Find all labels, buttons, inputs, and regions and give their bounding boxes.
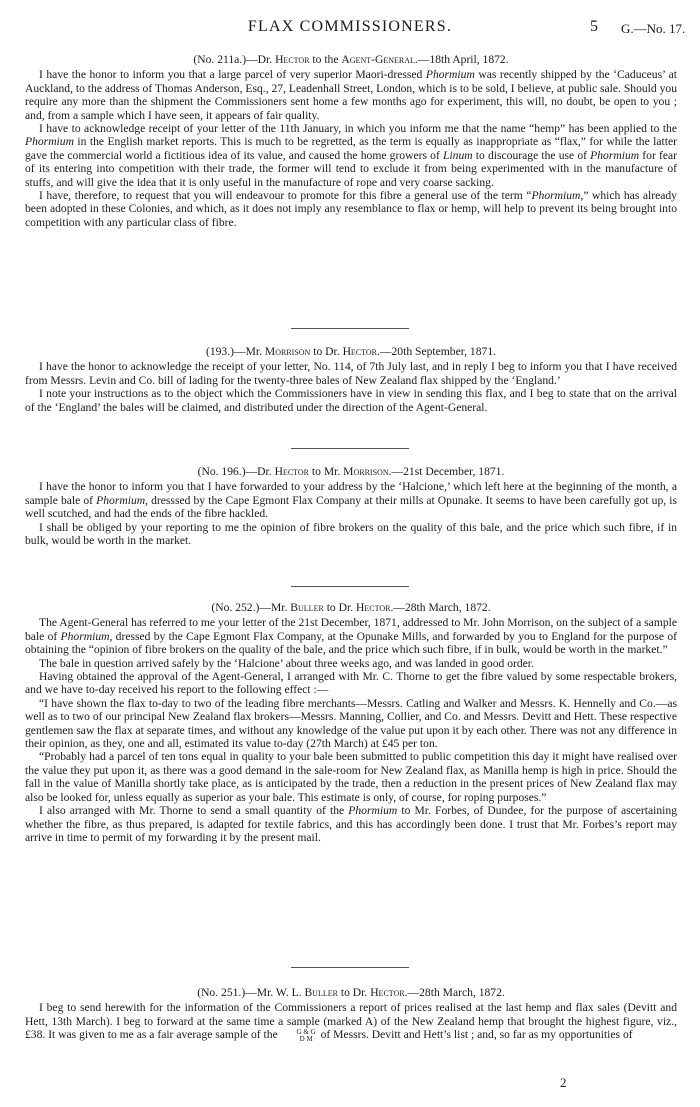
running-header [0,18,700,38]
paragraph: I have the honor to acknowledge the receipt of your letter, No. 114, of 7th July last, and in reply I beg to inform you that I have received from Messrs. Levin and Co. bill of lading for the twenty-three bales of New Zealand flax shipped by the ‘England.’ [25,360,677,387]
paragraph: The bale in question arrived safely by the ‘Halcione’ about three weeks ago, and was landed in good order. [39,656,534,670]
paragraph: I have the honor to inform you that a large parcel of very superior Maori-dressed Phormium was recently shipped by the ‘Caduceus’ at Auckland, to the address of Thomas Anderson, Esq., 27, Leadenhall Street, London, which is to be sold, I believe, at public sale. Should you require any more than the shipment the Commissioners sent home a few months ago for experiment, this will, no doubt, be open to you ; and, from a sample which I have seen, it appears of fair quality. [25,68,677,122]
letter-196 [25,465,677,547]
section-divider [291,967,409,968]
letter-252 [25,601,677,844]
paragraph: The Agent-General has referred to me your letter of the 21st December, 1871, addressed to Mr. John Morrison, on the subject of a sample bale of Phormium, dressed by the Cape Egmont Flax Company, at the Opunake Mills, and forwarded by you to England for the purpose of obtaining the “opinion of fibre brokers on the quality of the bale, and the price which such fibre, if in bulk, would be worth in the market.” [25,616,677,657]
letter-heading: (No. 251.)—Mr. W. L. Buller to Dr. Hector.—28th March, 1872. [197,986,505,999]
paragraph: I note your instructions as to the object which the Commissioners have in view in sending this flax, and I beg to state that on the arrival of the ‘England’ the bales will be claimed, and distributed under the direction of the Agent-General. [25,387,677,414]
section-divider [291,448,409,449]
section-divider [291,586,409,587]
letter-heading: (No. 252.)—Mr. Buller to Dr. Hector.—28th March, 1872. [211,601,491,614]
paragraph: Having obtained the approval of the Agent-General, I arranged with Mr. C. Thorne to get the fibre valued by some respectable brokers, and we have to-day received his report to the following effect :— [25,670,677,697]
paragraph: “Probably had a parcel of ten tons equal in quality to your bale been submitted to public competition this day it might have realised over the value they put upon it, as there was a good demand in the sale-room for New Zealand flax, as Manilla hemp is high in price. Should the fall in the value of Manilla shortly take place, as is anticipated by the trade, then a reduction in the present prices of New Zealand flax may also be looked for, unless equally as superior as your bale. This estimate is only, of course, for roping purposes.” [25,750,677,804]
paragraph: “I have shown the flax to-day to two of the leading fibre merchants—Messrs. Catling and Walker and Messrs. K. Hennelly and Co.—as well as to two of our principal New Zealand flax brokers—Messrs. Manning, Collier, and Co. and Messrs. Devitt and Hett. These respective gentlemen saw the flax at separate times, and without any knowledge of the value put upon it by each other. There was not any difference in their opinion, as they, one and all, estimated its value to-day (27th March) at £45 per ton. [25,696,677,751]
paragraph: I have the honor to inform you that I have forwarded to your address by the ‘Halcione,’ which left here at the beginning of the month, a sample bale of Phormium, dresssed by the Cape Egmont Flax Company at their mills at Opunake. It seems to have been carefully got up, is well scutched, and had the ends of the fibre hackled. [25,480,677,521]
letter-193 [25,345,677,414]
page-number: 5 [590,18,598,35]
brand-mark-fraction: G & G D M [296,1027,316,1043]
paragraph: I beg to send herewith for the information of the Commissioners a report of prices realised at the last hemp and flax sales (Devitt and Hett, 13th March). I beg to forward at the same time a sample (marked A) of the New Zealand hemp that brought the highest figure, viz., £38. It was given to me as a fair average sample of the G & G D M of Messrs. Devitt and Hett’s list ; and, so far as my opportunities of [25,1001,677,1043]
paragraph: I also arranged with Mr. Thorne to send a small quantity of the Phormium to Mr. Forbes, of Dundee, for the purpose of ascertaining whether the fibre, as thus prepared, is adapted for textile fabrics, and this has accordingly been done. I trust that Mr. Forbes’s report may arrive in time to permit of my forwarding it by the present mail. [25,804,677,844]
signature-folio: 2 [560,1075,567,1090]
letter-211a [25,53,677,229]
letter-heading: (No. 211a.)—Dr. Hector to the Agent-General.—18th April, 1872. [193,53,509,66]
running-title: FLAX COMMISSIONERS. [247,18,453,35]
letter-251 [25,986,677,1043]
letter-heading: (193.)—Mr. Morrison to Dr. Hector.—20th September, 1871. [205,345,497,358]
paragraph: I have to acknowledge receipt of your letter of the 11th January, in which you inform me that the name “hemp” has been applied to the Phormium in the English market reports. This is much to be regretted, as the term is equally as inappropriate as “flax,” for while the latter gave the commercial world a fictitious idea of its value, and caused the home growers of Linum to discourage the use of Phormium for fear of its entering into competition with their trade, the former will tend to exclude it from being experimented with in the manufacture of stuffs, and will give the idea that it is only useful in the manufacture of rope and very coarse sacking. [25,122,677,189]
section-divider [291,328,409,329]
letter-heading: (No. 196.)—Dr. Hector to Mr. Morrison.—21st December, 1871. [197,465,505,478]
paragraph: I shall be obliged by your reporting to me the opinion of fibre brokers on the quality of this bale, and the price which such fibre, if in bulk, would be worth in the market. [25,520,677,548]
document-reference: G.—No. 17. [621,21,686,36]
paragraph: I have, therefore, to request that you will endeavour to promote for this fibre a general use of the term “Phormium,” which has already been adopted in these Colonies, and which, as it does not imply any resemblance to flax or hemp, will help to prevent its being brought into competition with any particular class of fibre. [25,189,677,229]
